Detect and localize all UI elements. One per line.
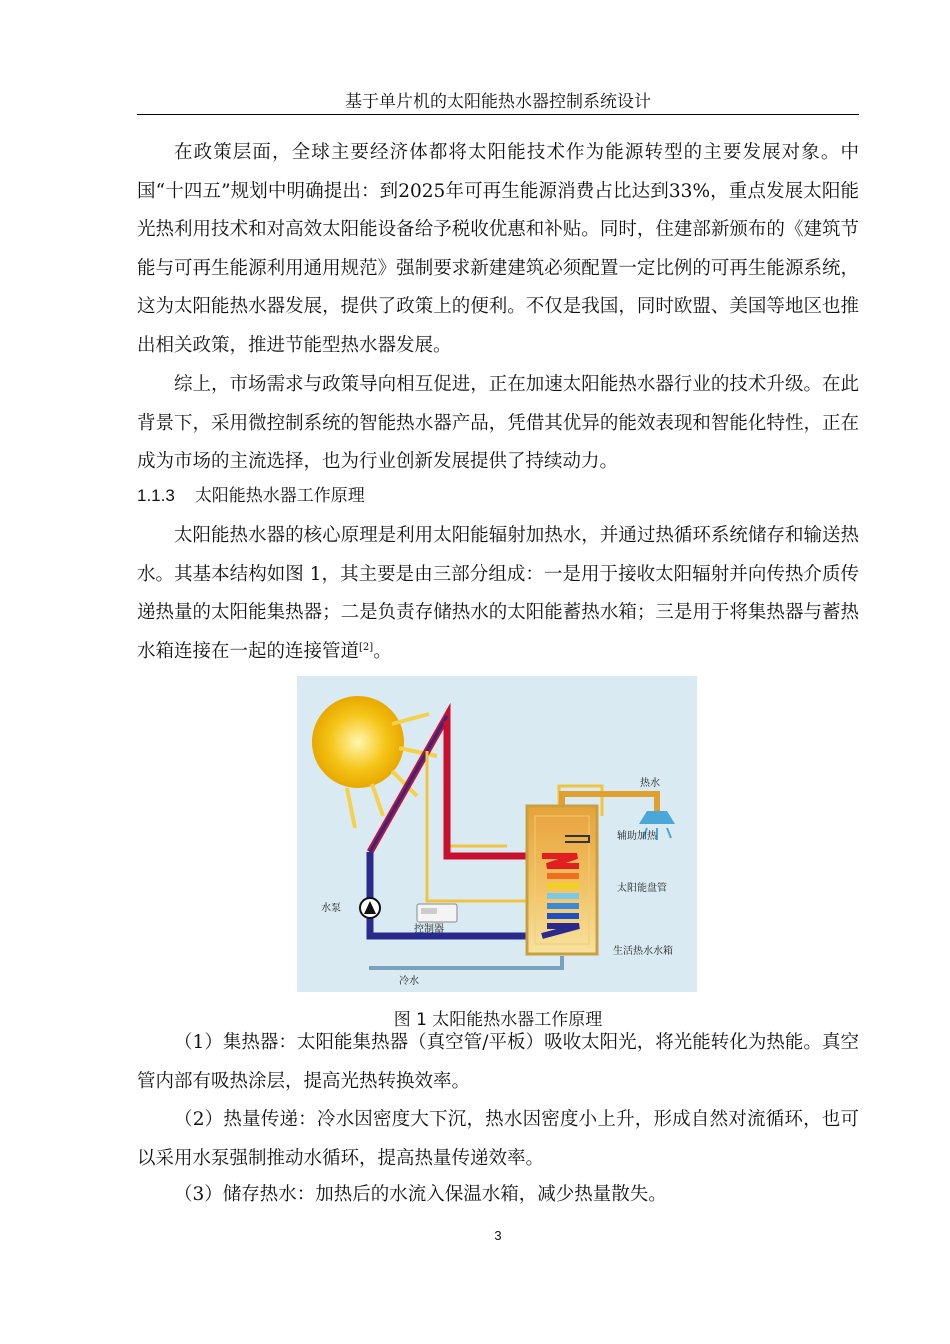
label-aux-heat: 辅助加热 — [617, 831, 657, 842]
section-title: 太阳能热水器工作原理 — [194, 486, 365, 506]
label-solar-coil: 太阳能盘管 — [617, 883, 667, 894]
section-number: 1.1.3 — [137, 486, 175, 505]
label-controller: 控制器 — [414, 924, 444, 935]
label-pump: 水泵 — [321, 903, 341, 914]
paragraph-storage: （3）储存热水：加热后的水流入保温水箱，减少热量散失。 — [174, 1184, 667, 1205]
citation-ref: [2] — [359, 641, 374, 653]
principle-text: 太阳能热水器的核心原理是利用太阳能辐射加热水，并通过热循环系统储存和输送热水。其基本结构如图 1，其主要是由三部分组成：一是用于接收太阳辐射并向传热介质传递热量的太阳能集热器；二是负责存储热水的太阳能蓄热水箱；三是用于将集热器与蓄热水箱连接在一起的连接管道 — [137, 525, 859, 662]
page-number: 3 — [494, 1228, 502, 1243]
solar-water-heater-diagram — [297, 676, 697, 992]
figure-caption: 图 1 太阳能热水器工作原理 — [393, 1010, 603, 1030]
section-heading — [137, 482, 859, 510]
label-cold-water: 冷水 — [399, 976, 419, 987]
controller-box — [417, 904, 457, 922]
solar-coil — [542, 856, 579, 936]
paragraph-policy: 在政策层面，全球主要经济体都将太阳能技术作为能源转型的主要发展对象。中国“十四五”规划中明确提出：到2025年可再生能源消费占比达到33%，重点发展太阳能光热利用技术和对高效太阳能设备给予税收优惠和补贴。同时，住建部新颁布的《建筑节能与可再生能源利用通用规范》强制要求新建建筑必须配置一定比例的可再生能源系统，这为太阳能热水器发展，提供了政策上的便利。不仅是我国，同时欧盟、美国等地区也推出相关政策，推进节能型热水器发展。 — [137, 142, 859, 356]
paragraph-collector: （1）集热器：太阳能集热器（真空管/平板）吸收太阳光，将光能转化为热能。真空管内部有吸热涂层，提高光热转换效率。 — [137, 1032, 859, 1092]
paragraph-summary: 综上，市场需求与政策导向相互促进，正在加速太阳能热水器行业的技术升级。在此背景下，采用微控制系统的智能热水器产品，凭借其优异的能效表现和智能化特性，正在成为市场的主流选择，也为行业创新发展提供了持续动力。 — [137, 374, 859, 473]
label-tank: 生活热水水箱 — [613, 946, 673, 957]
paragraph-principle — [137, 517, 859, 671]
page-header: 基于单片机的太阳能热水器控制系统设计 — [345, 92, 651, 112]
principle-end: 。 — [373, 640, 392, 662]
paragraph-heat-transfer: （2）热量传递：冷水因密度大下沉，热水因密度小上升，形成自然对流循环，也可以采用水泵强制推动水循环，提高热量传递效率。 — [137, 1109, 859, 1169]
header-rule — [137, 114, 859, 115]
label-hot-water: 热水 — [640, 778, 660, 789]
pump-icon — [360, 898, 380, 918]
